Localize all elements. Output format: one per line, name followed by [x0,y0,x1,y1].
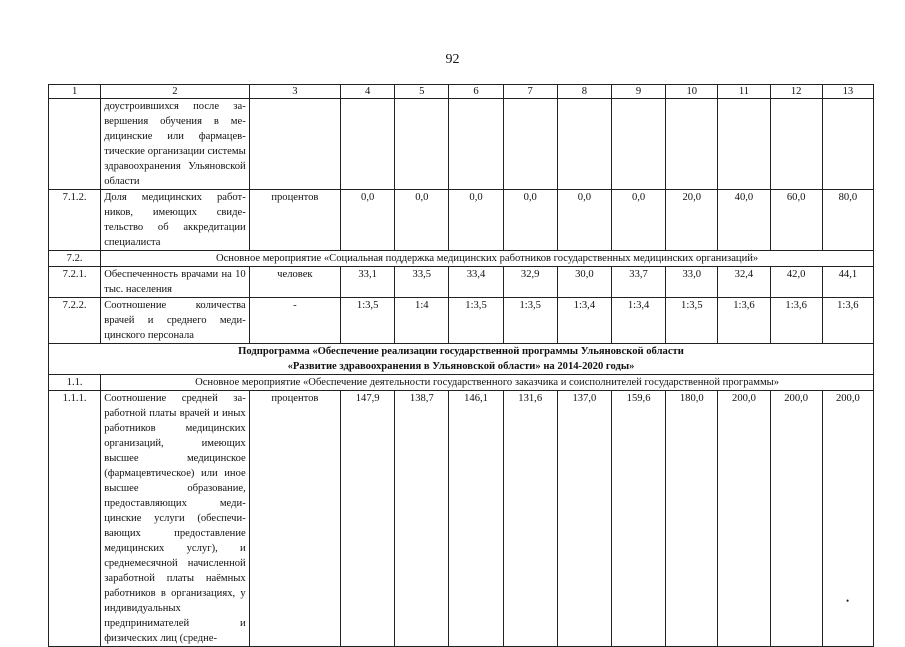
column-number: 1 [49,85,101,99]
unit: процентов [249,190,340,251]
row-code: 1.1. [49,375,101,391]
column-number: 10 [666,85,718,99]
row-code: 7.2.1. [49,267,101,298]
value-cell: 146,1 [449,391,503,647]
indicator-name: Обеспеченность врачами на 10 тыс. населения [101,267,250,298]
column-number: 9 [611,85,665,99]
value-cell: 200,0 [822,391,873,647]
value-cell: 147,9 [341,391,395,647]
table-row [49,298,874,344]
table-row [49,267,874,298]
column-number: 13 [822,85,873,99]
value-cell: 0,0 [341,190,395,251]
event-row [49,251,874,267]
value-cell: 1:3,5 [503,298,557,344]
value-cell: 40,0 [718,190,770,251]
value-cell [557,99,611,190]
page-number: 92 [445,52,460,67]
column-number: 11 [718,85,770,99]
value-cell: 42,0 [770,267,822,298]
subprogram-title [49,344,874,375]
margin-mark: • [846,596,850,606]
value-cell [449,99,503,190]
value-cell [503,99,557,190]
value-cell: 1:3,4 [611,298,665,344]
value-cell: 33,0 [666,267,718,298]
unit: - [249,298,340,344]
value-cell: 33,7 [611,267,665,298]
value-cell: 0,0 [503,190,557,251]
row-code: 1.1.1. [49,391,101,647]
event-title: Основное мероприятие «Обеспечение деятельности государственного заказчика и соисполнителей государственной программы» [101,375,874,391]
value-cell: 0,0 [449,190,503,251]
column-number-row [49,85,874,99]
value-cell: 33,4 [449,267,503,298]
column-number: 3 [249,85,340,99]
value-cell: 80,0 [822,190,873,251]
column-number: 12 [770,85,822,99]
value-cell: 1:3,5 [341,298,395,344]
value-cell: 1:3,5 [449,298,503,344]
value-cell: 0,0 [395,190,449,251]
value-cell: 1:3,4 [557,298,611,344]
value-cell: 1:3,6 [718,298,770,344]
indicator-name: доустроившихся после завершения обучения в медицинские или фармацевтические организации системы здравоохранения Ульяновской области [101,99,250,190]
unit [249,99,340,190]
value-cell [341,99,395,190]
table-row [49,391,874,647]
value-cell: 200,0 [718,391,770,647]
value-cell: 1:4 [395,298,449,344]
table-row [49,99,874,190]
event-row [49,375,874,391]
subprogram-title-line: «Развитие здравоохранения в Ульяновской области» на 2014-2020 годы» [287,361,635,372]
indicator-table [48,84,874,647]
value-cell: 138,7 [395,391,449,647]
indicator-name: Соотношение количества врачей и среднего медицинского персонала [101,298,250,344]
value-cell [718,99,770,190]
column-number: 6 [449,85,503,99]
column-number: 7 [503,85,557,99]
value-cell [395,99,449,190]
indicator-name: Доля медицинских работников, имеющих свидетельство об аккредитации специалиста [101,190,250,251]
value-cell: 20,0 [666,190,718,251]
value-cell: 44,1 [822,267,873,298]
value-cell: 159,6 [611,391,665,647]
value-cell: 137,0 [557,391,611,647]
value-cell: 0,0 [611,190,665,251]
indicator-name: Соотношение средней заработной платы врачей и иных работников медицинских организаций, имеющих высшее медицинское (фармацевтическое) или иное высшее образование, предоставляющих медицинские услуги (обеспечивающих предоставление медицинских услуг), и среднемесячной начисленной заработной платы наёмных работников в организациях, у индивидуальных предпринимателей и физических лиц (средне- [101,391,250,647]
row-code: 7.2. [49,251,101,267]
subprogram-title-line: Подпрограмма «Обеспечение реализации государственной программы Ульяновской области [238,346,684,357]
row-code: 7.2.2. [49,298,101,344]
table-row [49,190,874,251]
value-cell [611,99,665,190]
value-cell: 1:3,6 [822,298,873,344]
value-cell [666,99,718,190]
column-number: 5 [395,85,449,99]
column-number: 4 [341,85,395,99]
value-cell: 0,0 [557,190,611,251]
unit: человек [249,267,340,298]
value-cell: 32,4 [718,267,770,298]
row-code: 7.1.2. [49,190,101,251]
value-cell [770,99,822,190]
value-cell: 180,0 [666,391,718,647]
column-number: 2 [101,85,250,99]
column-number: 8 [557,85,611,99]
value-cell: 1:3,6 [770,298,822,344]
value-cell: 60,0 [770,190,822,251]
row-code [49,99,101,190]
value-cell: 1:3,5 [666,298,718,344]
value-cell: 32,9 [503,267,557,298]
value-cell: 131,6 [503,391,557,647]
value-cell: 200,0 [770,391,822,647]
event-title: Основное мероприятие «Социальная поддержка медицинских работников государственных медицинских организаций» [101,251,874,267]
subprogram-row [49,344,874,375]
value-cell: 33,1 [341,267,395,298]
unit: процентов [249,391,340,647]
value-cell: 30,0 [557,267,611,298]
value-cell [822,99,873,190]
value-cell: 33,5 [395,267,449,298]
